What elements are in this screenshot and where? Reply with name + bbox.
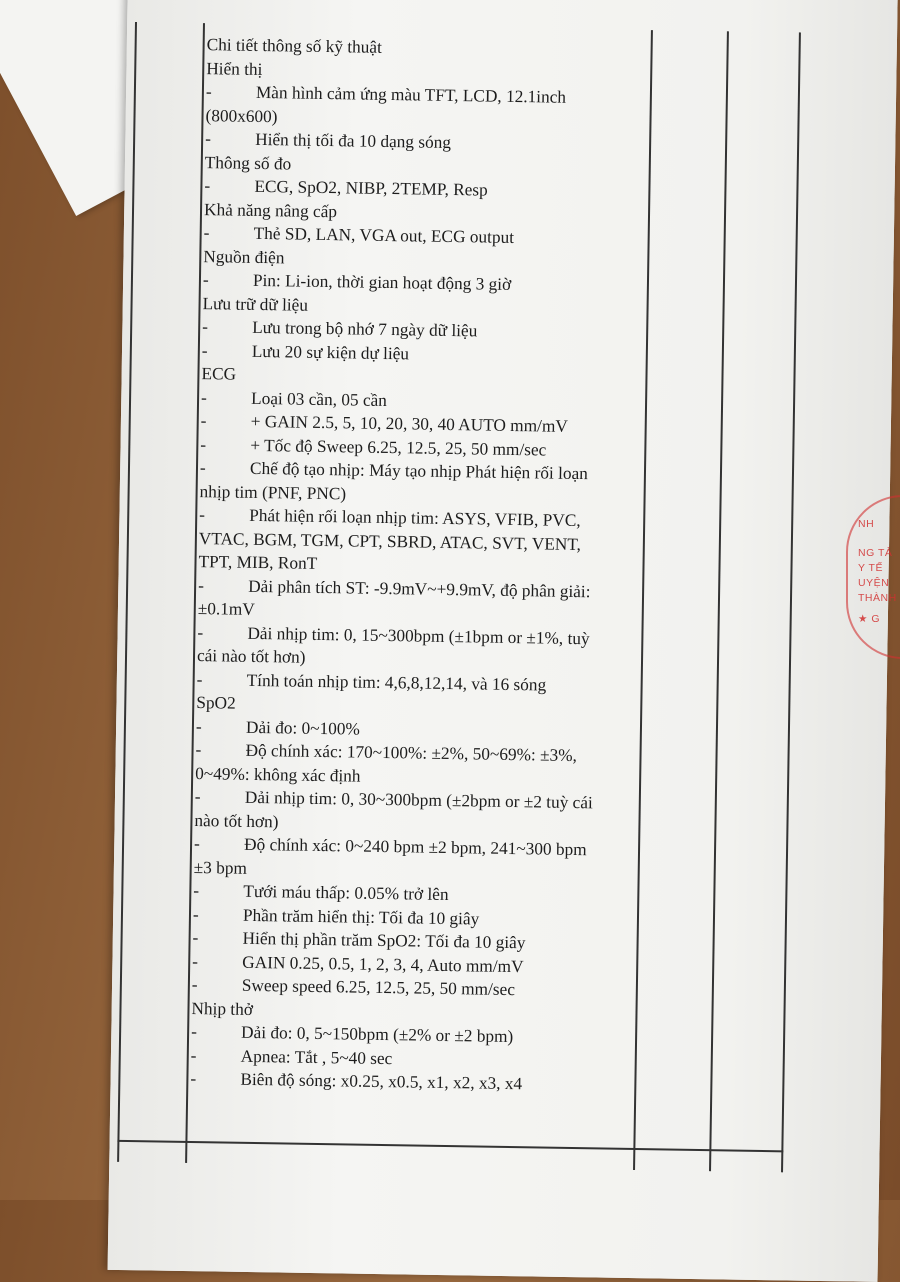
red-stamp bbox=[846, 495, 900, 665]
bullet-dash: - bbox=[193, 834, 201, 854]
line-text: Dải đo: 0, 5~150bpm (±2% or ±2 bpm) bbox=[240, 1022, 514, 1047]
table-divider-3 bbox=[709, 31, 728, 1171]
line-text: nhịp tim (PNF, PNC) bbox=[199, 481, 347, 503]
stamp-text: UYỆN bbox=[858, 577, 890, 589]
line-text: Phần trăm hiển thị: Tối đa 10 giây bbox=[242, 905, 480, 929]
line-text: Lưu trữ dữ liệu bbox=[202, 293, 309, 315]
line-text: ±0.1mV bbox=[197, 599, 255, 619]
line-text: Chi tiết thông số kỹ thuật bbox=[206, 35, 382, 57]
line-text: Nhịp thở bbox=[191, 998, 254, 1019]
table-border-right bbox=[781, 32, 800, 1172]
line-text: Độ chính xác: 170~100%: ±2%, 50~69%: ±3%, bbox=[245, 740, 578, 766]
line-text: nào tốt hơn) bbox=[194, 810, 279, 831]
stamp-text: NG TẢ bbox=[858, 547, 893, 559]
bullet-dash: - bbox=[192, 904, 199, 924]
bullet-dash: - bbox=[201, 340, 208, 360]
bullet-dash: - bbox=[204, 176, 211, 196]
spec-table bbox=[117, 22, 825, 1173]
bullet-dash: - bbox=[191, 975, 198, 995]
line-text: Màn hình cảm ứng màu TFT, LCD, 12.1inch bbox=[255, 82, 567, 107]
line-text: Lưu 20 sự kiện dự liệu bbox=[251, 341, 410, 363]
line-text: + GAIN 2.5, 5, 10, 20, 30, 40 AUTO mm/mV bbox=[250, 411, 568, 436]
line-text: Tưới máu thấp: 0.05% trở lên bbox=[243, 881, 449, 905]
bullet-dash: - bbox=[199, 458, 206, 478]
line-text: + Tốc độ Sweep 6.25, 12.5, 25, 50 mm/sec bbox=[250, 435, 547, 460]
bullet-dash: - bbox=[202, 317, 209, 337]
bullet-dash: - bbox=[193, 881, 200, 901]
line-text: ±3 bpm bbox=[193, 857, 248, 878]
bullet-dash: - bbox=[203, 223, 210, 243]
line-text: Thẻ SD, LAN, VGA out, ECG output bbox=[253, 223, 515, 247]
bullet-dash: - bbox=[194, 787, 201, 807]
line-text: SpO2 bbox=[196, 693, 236, 713]
bullet-dash: - bbox=[200, 434, 207, 454]
stamp-text: ★ G bbox=[858, 613, 880, 625]
stamp-text: NH bbox=[858, 518, 875, 530]
line-text: Loại 03 cần, 05 cần bbox=[250, 388, 388, 410]
line-text: ECG bbox=[201, 364, 237, 384]
bullet-dash: - bbox=[197, 622, 204, 642]
line-text: Phát hiện rối loạn nhịp tim: ASYS, VFIB, PVC, bbox=[249, 505, 581, 531]
stamp-text: Y TẾ bbox=[858, 562, 883, 574]
line-text: Hiển thị phần trăm SpO2: Tối đa 10 giây bbox=[242, 928, 526, 953]
line-text: Dải nhịp tim: 0, 30~300bpm (±2bpm or ±2 tuỳ cái bbox=[244, 787, 593, 813]
line-text: ECG, SpO2, NIBP, 2TEMP, Resp bbox=[254, 176, 488, 200]
bullet-dash: - bbox=[190, 1045, 197, 1065]
bullet-dash: - bbox=[200, 387, 208, 407]
bullet-dash: - bbox=[196, 669, 203, 689]
bullet-dash: - bbox=[191, 1022, 198, 1042]
bullet-dash: - bbox=[195, 716, 202, 736]
bullet-dash: - bbox=[192, 951, 199, 971]
bullet-dash: - bbox=[195, 740, 202, 760]
line-text: (800x600) bbox=[205, 105, 278, 126]
line-text: cái nào tốt hơn) bbox=[196, 646, 306, 667]
line-text: Dải nhịp tim: 0, 15~300bpm (±1bpm or ±1%, tuỳ bbox=[247, 623, 590, 648]
line-text: Độ chính xác: 0~240 bpm ±2 bpm, 241~300 bpm bbox=[243, 834, 587, 860]
line-text: Lưu trong bộ nhớ 7 ngày dữ liệu bbox=[252, 317, 478, 341]
bullet-dash: - bbox=[198, 575, 205, 595]
line-text: GAIN 0.25, 0.5, 1, 2, 3, 4, Auto mm/mV bbox=[242, 952, 524, 976]
bullet-dash: - bbox=[205, 129, 212, 149]
line-text: Biên độ sóng: x0.25, x0.5, x1, x2, x3, x4 bbox=[240, 1069, 523, 1094]
line-text: 0~49%: không xác định bbox=[195, 763, 361, 786]
line-text: Khả năng nâng cấp bbox=[203, 199, 338, 221]
stamp-text: THÀNH bbox=[858, 592, 897, 604]
bullet-dash: - bbox=[205, 82, 212, 102]
line-text: Tính toán nhịp tim: 4,6,8,12,14, và 16 sóng bbox=[246, 670, 547, 695]
bullet-dash: - bbox=[200, 411, 207, 431]
line-text: Thông số đo bbox=[204, 152, 292, 173]
line-text: TPT, MIB, RonT bbox=[198, 552, 318, 573]
line-text: Pin: Li-ion, thời gian hoạt động 3 giờ bbox=[252, 270, 512, 294]
bullet-dash: - bbox=[202, 270, 209, 290]
table-border-bottom bbox=[117, 1140, 783, 1152]
line-text: Chế độ tạo nhịp: Máy tạo nhịp Phát hiện rối loạn bbox=[249, 458, 589, 484]
line-text: Apnea: Tắt , 5~40 sec bbox=[240, 1046, 393, 1068]
line-text: Hiển thị tối đa 10 dạng sóng bbox=[255, 129, 452, 152]
line-text: Hiển thị bbox=[206, 58, 263, 79]
line-text: Nguồn điện bbox=[203, 246, 285, 267]
line-text: Dải đo: 0~100% bbox=[245, 717, 361, 739]
bullet-dash: - bbox=[199, 505, 206, 525]
spec-content bbox=[190, 33, 647, 1097]
bullet-dash: - bbox=[192, 928, 199, 948]
line-text: Sweep speed 6.25, 12.5, 25, 50 mm/sec bbox=[241, 975, 516, 1000]
line-text: VTAC, BGM, TGM, CPT, SBRD, ATAC, SVT, VENT, bbox=[198, 528, 582, 554]
bullet-dash: - bbox=[190, 1069, 197, 1089]
line-text: Dải phân tích ST: -9.9mV~+9.9mV, độ phân giải: bbox=[248, 576, 591, 601]
